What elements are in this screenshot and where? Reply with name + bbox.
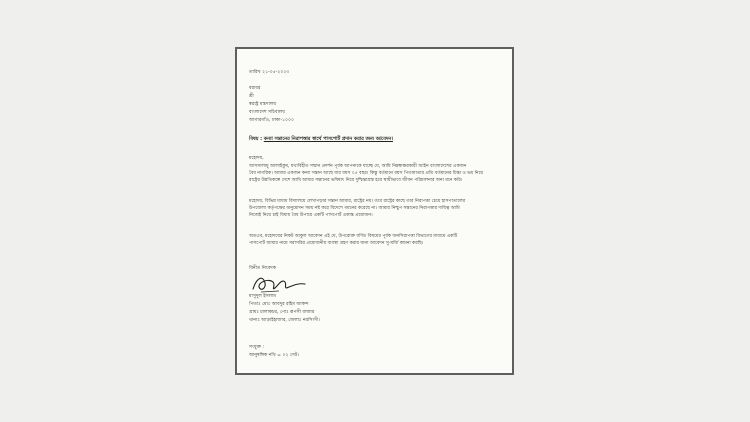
signature-image (249, 273, 309, 295)
recipient-line: শ্রী (249, 94, 254, 99)
sender-line: পিতাঃ মোঃ আবদুর রহিম আকন্দ (249, 302, 309, 307)
paragraph-line: মহোদয়, বিভিন্ন মাধ্যম বিদ্যালয়ে লেখাপড়ার সন্তান আমার, রাষ্ট্রের নয়। তবে রাষ্ট্রের কাছে তার নিরাপত্তা চেয়ে হাসপাতালের (249, 199, 466, 204)
attachment-label: সংযুক্ত : (249, 345, 265, 350)
letter-page (235, 47, 514, 375)
recipient-line: বরাবর (249, 86, 261, 91)
paragraph-line: আসসালামু আলাইকুম, যথাবিহীত সম্মান প্রদর্শন পূর্বক আপনাকে যাচ্ছে যে, আমি নিম্নস্বাক্ষরকারী আইন বাংলাদেশের একজন (249, 164, 467, 169)
paragraph-2 (249, 198, 499, 220)
paragraph-line: পাসপোর্ট আমার নামে সরাসরির প্রয়োজনীয় ব্যবস্থা গ্রহণ করার জন্য আবেদন সু-মর্জি কামনা করছি। (249, 241, 424, 247)
subject-line (249, 138, 393, 143)
paragraph-1 (249, 163, 499, 185)
closing: বিনীত নিবেদক (249, 266, 276, 271)
paragraph-line: উপজেলা কর্তৃপক্ষের অনুমোদন সময় নষ্ট করে বিদেশে গমনের করেছে না। আমার নিশ্চুপ সন্তানের নিরাপত্তার দায়িত্ব আমি (249, 206, 460, 212)
paragraph-3 (249, 233, 499, 247)
sender-line: গ্রামঃ চালাকচর, পোঃ রূপসী বাজার (249, 310, 315, 315)
recipient-line: বাংলাদেশ সচিবালয় (249, 110, 285, 115)
paragraph-line: নিজেই নিয়ে চাই বিধায় বৈধ উপায়ে একটি পাসপোর্ট একান্ত প্রয়োজন। (249, 213, 373, 219)
recipient-line: আগারগাঁও, ঢাকা-১০০০ (249, 118, 294, 123)
paragraph-line: রাষ্ট্রের উন্নতিকল্পে দেশে আমি আমার সন্তানের ভবিষ্যৎ নিয়ে দুশ্চিন্তাগ্রস্ত হয়ে স্থায়ীভাবে জীবন পরিচালনার জন্য মনে করি। (249, 178, 463, 184)
sender-line: মাসুদুল ইসলাম (249, 294, 276, 299)
recipient-line: স্বরাষ্ট্র মন্ত্রণালয় (249, 102, 277, 107)
attachment-text: আনুষঙ্গিক নথি = ০২ সেট। (249, 353, 299, 358)
subject-prefix: বিষয় : (249, 137, 263, 142)
paragraph-line: অতএব, মহোদয়ের নিকট আকুল আবেদন এই যে, উপরোক্ত বর্ণিত বিষয়ের পূর্বক জনসিরাপত্তা বিভাগের মাধ্যমে একটি (249, 234, 458, 239)
subject-text: কন্যা সন্তানের নিরাপত্তার স্বার্থে পাসপোর্ট প্রদান করার জন্য আবেদন। (263, 137, 393, 142)
paragraph-line: বৈধ নাগরিক। আমার একজন কন্যা সন্তান আছে যার বয়স ০৫ বছর। কিন্তু বর্তমানে বয়স পিতামাতার প্রতি বর্তমানের চিন্তা ও ভয় নিয়ে (249, 171, 484, 177)
salutation: মহোদয়, (249, 156, 264, 161)
sender-line: থানাঃ আড়াইহাজার, জেলাঃ নরসিংদী। (249, 318, 320, 323)
letter-date: তারিখ ২১-০৫-২০২৩ (249, 70, 290, 75)
